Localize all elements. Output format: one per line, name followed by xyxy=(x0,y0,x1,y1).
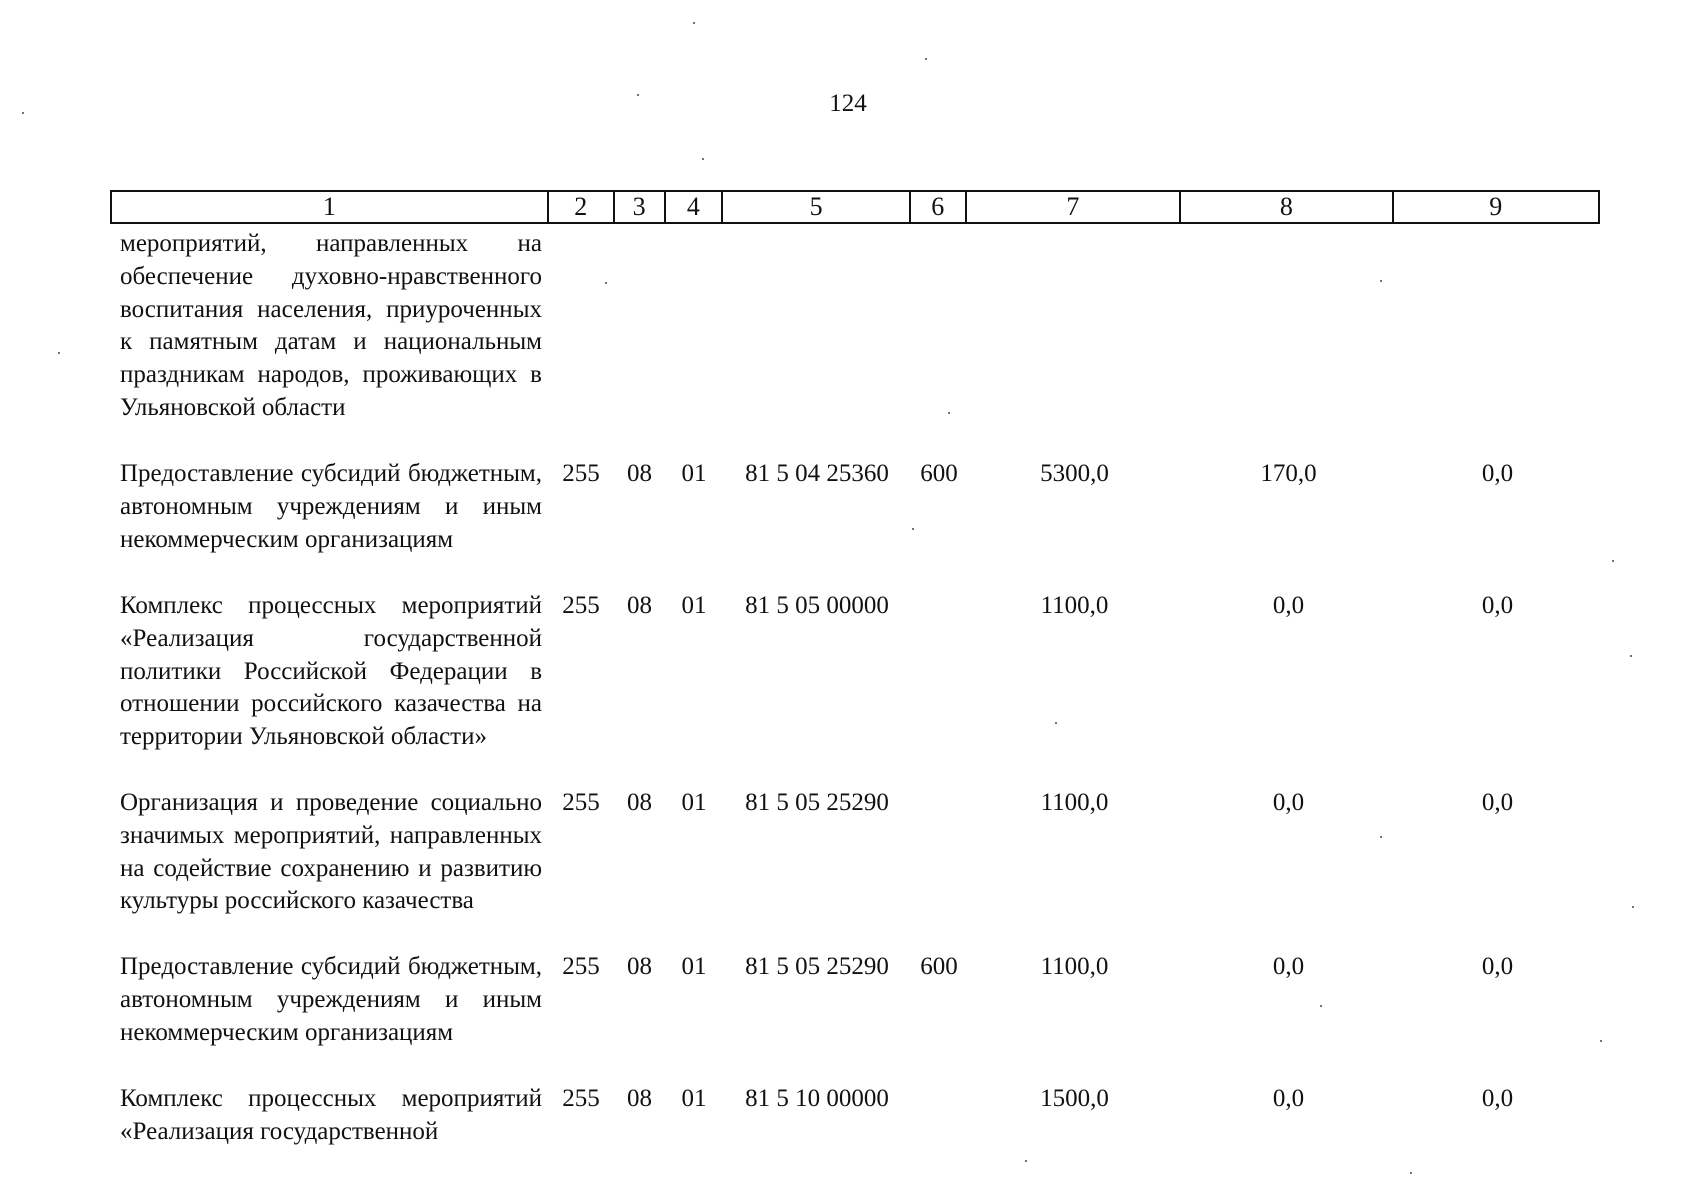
row-col-9: 0,0 xyxy=(1481,953,1514,980)
row-col-4: 01 xyxy=(681,1085,707,1112)
table-row xyxy=(110,458,1600,590)
table-header xyxy=(110,190,1600,224)
row-col-5: 81 5 10 00000 xyxy=(745,1085,889,1112)
row-col-7: 5300,0 xyxy=(1040,460,1109,487)
table-row xyxy=(110,787,1600,951)
row-col-7: 1500,0 xyxy=(1040,1085,1109,1112)
scan-speck xyxy=(948,412,950,414)
row-col-2: 255 xyxy=(562,592,600,619)
header-col-4: 4 xyxy=(666,192,724,222)
row-col-9: 0,0 xyxy=(1481,460,1514,487)
row-col-4: 01 xyxy=(681,592,707,619)
page-number: 124 xyxy=(829,90,867,117)
row-col-7: 1100,0 xyxy=(1040,592,1109,619)
row-col-3: 08 xyxy=(627,953,652,980)
row-col-4: 01 xyxy=(681,460,707,487)
row-col-5: 81 5 05 25290 xyxy=(745,953,889,980)
row-col-4: 01 xyxy=(681,789,707,816)
row-description: Предоставление субсидий бюджетным, автономным учреждениям и иным некоммерческим организациям xyxy=(120,953,542,1046)
scan-speck xyxy=(1380,836,1382,838)
row-col-2: 255 xyxy=(562,460,600,487)
row-description: Комплекс процессных мероприятий «Реализация государственной политики Российской Федерации в отношении российского казачества на территории Ульяновской области» xyxy=(120,592,542,751)
row-col-4: 01 xyxy=(681,953,707,980)
table-body xyxy=(110,228,1600,1149)
scan-speck xyxy=(1410,1172,1412,1174)
scan-speck xyxy=(1600,1040,1602,1042)
scan-speck xyxy=(1380,280,1382,282)
header-col-9: 9 xyxy=(1489,192,1503,221)
row-col-7: 1100,0 xyxy=(1040,953,1109,980)
row-col-2: 255 xyxy=(562,953,600,980)
header-col-5: 5 xyxy=(723,192,911,222)
row-col-5: 81 5 04 25360 xyxy=(745,460,889,487)
row-col-7: 1100,0 xyxy=(1040,789,1109,816)
row-col-8: 0,0 xyxy=(1272,789,1305,816)
row-col-8: 0,0 xyxy=(1272,592,1305,619)
scan-speck xyxy=(702,158,704,160)
scan-speck xyxy=(22,112,24,114)
scan-speck xyxy=(912,528,914,530)
scan-speck xyxy=(605,282,607,284)
scan-speck xyxy=(1612,560,1614,562)
scan-speck xyxy=(693,22,695,24)
row-col-3: 08 xyxy=(627,460,652,487)
row-col-5: 81 5 05 00000 xyxy=(745,592,889,619)
row-col-9: 0,0 xyxy=(1481,789,1514,816)
table-row xyxy=(110,590,1600,787)
row-col-2: 255 xyxy=(562,789,600,816)
row-col-9: 0,0 xyxy=(1481,592,1514,619)
header-col-6: 6 xyxy=(911,192,967,222)
row-col-6: 600 xyxy=(920,460,958,487)
scan-speck xyxy=(1320,1005,1322,1007)
header-col-7: 7 xyxy=(967,192,1181,222)
row-col-6: 600 xyxy=(920,953,958,980)
row-description: Комплекс процессных мероприятий «Реализация государственной xyxy=(120,1085,542,1145)
scan-speck xyxy=(1025,1160,1027,1162)
row-col-9: 0,0 xyxy=(1481,1085,1514,1112)
row-col-3: 08 xyxy=(627,1085,652,1112)
row-col-8: 0,0 xyxy=(1272,1085,1305,1112)
scan-speck xyxy=(637,94,639,96)
row-col-8: 0,0 xyxy=(1272,953,1305,980)
header-col-3: 3 xyxy=(615,192,666,222)
table-row xyxy=(110,1083,1600,1149)
row-description: Организация и проведение социально значимых мероприятий, направленных на содействие сохранению и развитию культуры российского казачества xyxy=(120,789,542,915)
header-col-1: 1 xyxy=(112,192,549,222)
scan-speck xyxy=(925,58,927,60)
row-col-3: 08 xyxy=(627,789,652,816)
header-col-2: 2 xyxy=(549,192,615,222)
table-row xyxy=(110,228,1600,458)
row-col-3: 08 xyxy=(627,592,652,619)
scan-speck xyxy=(1055,722,1057,724)
table-row xyxy=(110,951,1600,1083)
row-description: мероприятий, направленных на обеспечение духовно-нравственного воспитания населения, приуроченных к памятным датам и национальным праздникам народов, проживающих в Ульяновской области xyxy=(120,230,542,421)
scan-speck xyxy=(1630,655,1632,657)
header-col-8: 8 xyxy=(1181,192,1393,222)
row-description: Предоставление субсидий бюджетным, автономным учреждениям и иным некоммерческим организациям xyxy=(120,460,542,553)
scan-speck xyxy=(1632,906,1634,908)
scan-speck xyxy=(58,352,60,354)
row-col-8: 170,0 xyxy=(1260,460,1317,487)
row-col-2: 255 xyxy=(562,1085,600,1112)
row-col-5: 81 5 05 25290 xyxy=(745,789,889,816)
